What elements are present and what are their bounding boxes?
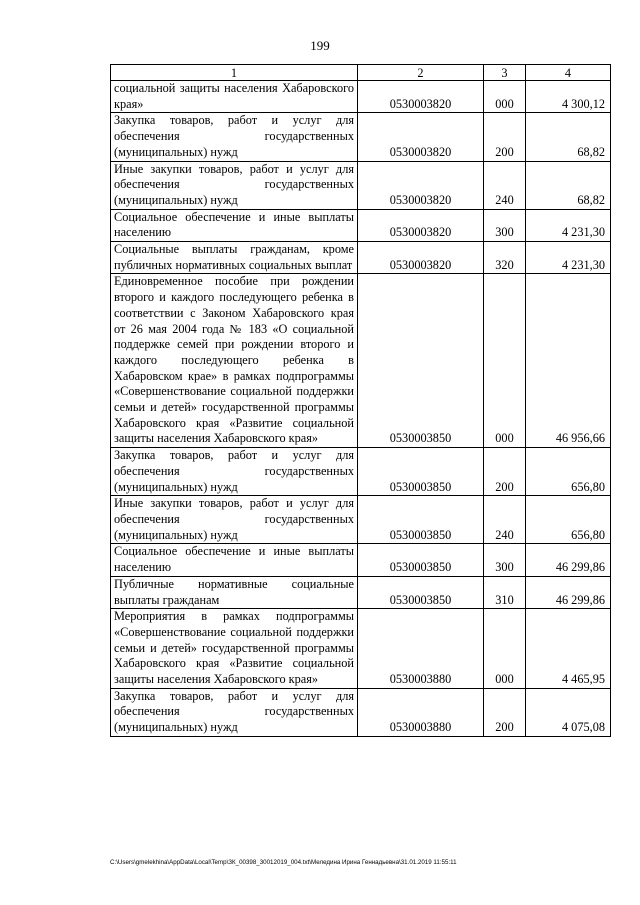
row-description: Единовременное пособие при рождении второго и каждого последующего ребенка в соответствии с Законом Хабаровского края от 26 мая 2004 года № 183 «О социальной поддержке семей при рождении второго и каждого последующего ребенка в Хабаровском крае» в рамках подпрограммы «Совершенствование социальной поддержки семьи и детей» государственной программы Хабаровского края «Развитие социальной защиты населения Хабаровского края» bbox=[111, 274, 358, 448]
row-expense-type: 320 bbox=[484, 242, 526, 274]
row-description: Иные закупки товаров, работ и услуг для обеспечения государственных (муниципальных) нужд bbox=[111, 161, 358, 209]
table-row bbox=[111, 209, 611, 241]
budget-table bbox=[110, 64, 611, 737]
row-expense-type: 240 bbox=[484, 496, 526, 544]
row-expense-type: 240 bbox=[484, 161, 526, 209]
column-header: 3 bbox=[484, 65, 526, 81]
table-row bbox=[111, 113, 611, 161]
column-header: 4 bbox=[526, 65, 611, 81]
table-row bbox=[111, 81, 611, 113]
row-expense-type: 200 bbox=[484, 113, 526, 161]
row-amount: 4 465,95 bbox=[526, 609, 611, 689]
table-header-row bbox=[111, 65, 611, 81]
row-expense-type: 310 bbox=[484, 576, 526, 608]
footer-file-path: C:\Users\gmelekhina\AppData\Local\Temp\ЗК_00398_30012019_004.txt\Меледина Ирина Геннадьевна\31.01.2019 11:55:11 bbox=[110, 859, 457, 866]
row-amount: 46 299,86 bbox=[526, 576, 611, 608]
row-description: Социальное обеспечение и иные выплаты населению bbox=[111, 209, 358, 241]
row-code: 0530003820 bbox=[358, 161, 484, 209]
table-row bbox=[111, 161, 611, 209]
row-code: 0530003850 bbox=[358, 496, 484, 544]
row-code: 0530003820 bbox=[358, 81, 484, 113]
column-header: 1 bbox=[111, 65, 358, 81]
row-expense-type: 200 bbox=[484, 448, 526, 496]
page-number: 199 bbox=[310, 38, 330, 53]
row-description: социальной защиты населения Хабаровского края» bbox=[111, 81, 358, 113]
row-code: 0530003850 bbox=[358, 274, 484, 448]
row-description: Мероприятия в рамках подпрограммы «Совершенствование социальной поддержки семьи и детей» государственной программы Хабаровского края «Развитие социальной защиты населения Хабаровского края» bbox=[111, 609, 358, 689]
table-row bbox=[111, 688, 611, 736]
row-code: 0530003880 bbox=[358, 609, 484, 689]
row-amount: 4 075,08 bbox=[526, 688, 611, 736]
row-amount: 4 231,30 bbox=[526, 242, 611, 274]
row-code: 0530003880 bbox=[358, 688, 484, 736]
row-description: Закупка товаров, работ и услуг для обеспечения государственных (муниципальных) нужд bbox=[111, 113, 358, 161]
row-code: 0530003820 bbox=[358, 242, 484, 274]
row-amount: 46 956,66 bbox=[526, 274, 611, 448]
row-code: 0530003850 bbox=[358, 448, 484, 496]
row-amount: 4 231,30 bbox=[526, 209, 611, 241]
row-code: 0530003820 bbox=[358, 209, 484, 241]
row-expense-type: 300 bbox=[484, 544, 526, 576]
row-expense-type: 000 bbox=[484, 274, 526, 448]
table-row bbox=[111, 496, 611, 544]
row-description: Иные закупки товаров, работ и услуг для обеспечения государственных (муниципальных) нужд bbox=[111, 496, 358, 544]
row-code: 0530003820 bbox=[358, 113, 484, 161]
table-row bbox=[111, 242, 611, 274]
column-header: 2 bbox=[358, 65, 484, 81]
row-expense-type: 000 bbox=[484, 81, 526, 113]
row-expense-type: 300 bbox=[484, 209, 526, 241]
row-amount: 68,82 bbox=[526, 113, 611, 161]
row-amount: 656,80 bbox=[526, 448, 611, 496]
row-amount: 68,82 bbox=[526, 161, 611, 209]
row-description: Публичные нормативные социальные выплаты гражданам bbox=[111, 576, 358, 608]
row-expense-type: 000 bbox=[484, 609, 526, 689]
row-code: 0530003850 bbox=[358, 576, 484, 608]
table-row bbox=[111, 544, 611, 576]
row-description: Закупка товаров, работ и услуг для обеспечения государственных (муниципальных) нужд bbox=[111, 448, 358, 496]
table-row bbox=[111, 274, 611, 448]
row-description: Социальные выплаты гражданам, кроме публичных нормативных социальных выплат bbox=[111, 242, 358, 274]
table-row bbox=[111, 609, 611, 689]
table-row bbox=[111, 448, 611, 496]
row-description: Закупка товаров, работ и услуг для обеспечения государственных (муниципальных) нужд bbox=[111, 688, 358, 736]
row-amount: 4 300,12 bbox=[526, 81, 611, 113]
row-expense-type: 200 bbox=[484, 688, 526, 736]
row-code: 0530003850 bbox=[358, 544, 484, 576]
row-amount: 656,80 bbox=[526, 496, 611, 544]
row-amount: 46 299,86 bbox=[526, 544, 611, 576]
table-row bbox=[111, 576, 611, 608]
row-description: Социальное обеспечение и иные выплаты населению bbox=[111, 544, 358, 576]
